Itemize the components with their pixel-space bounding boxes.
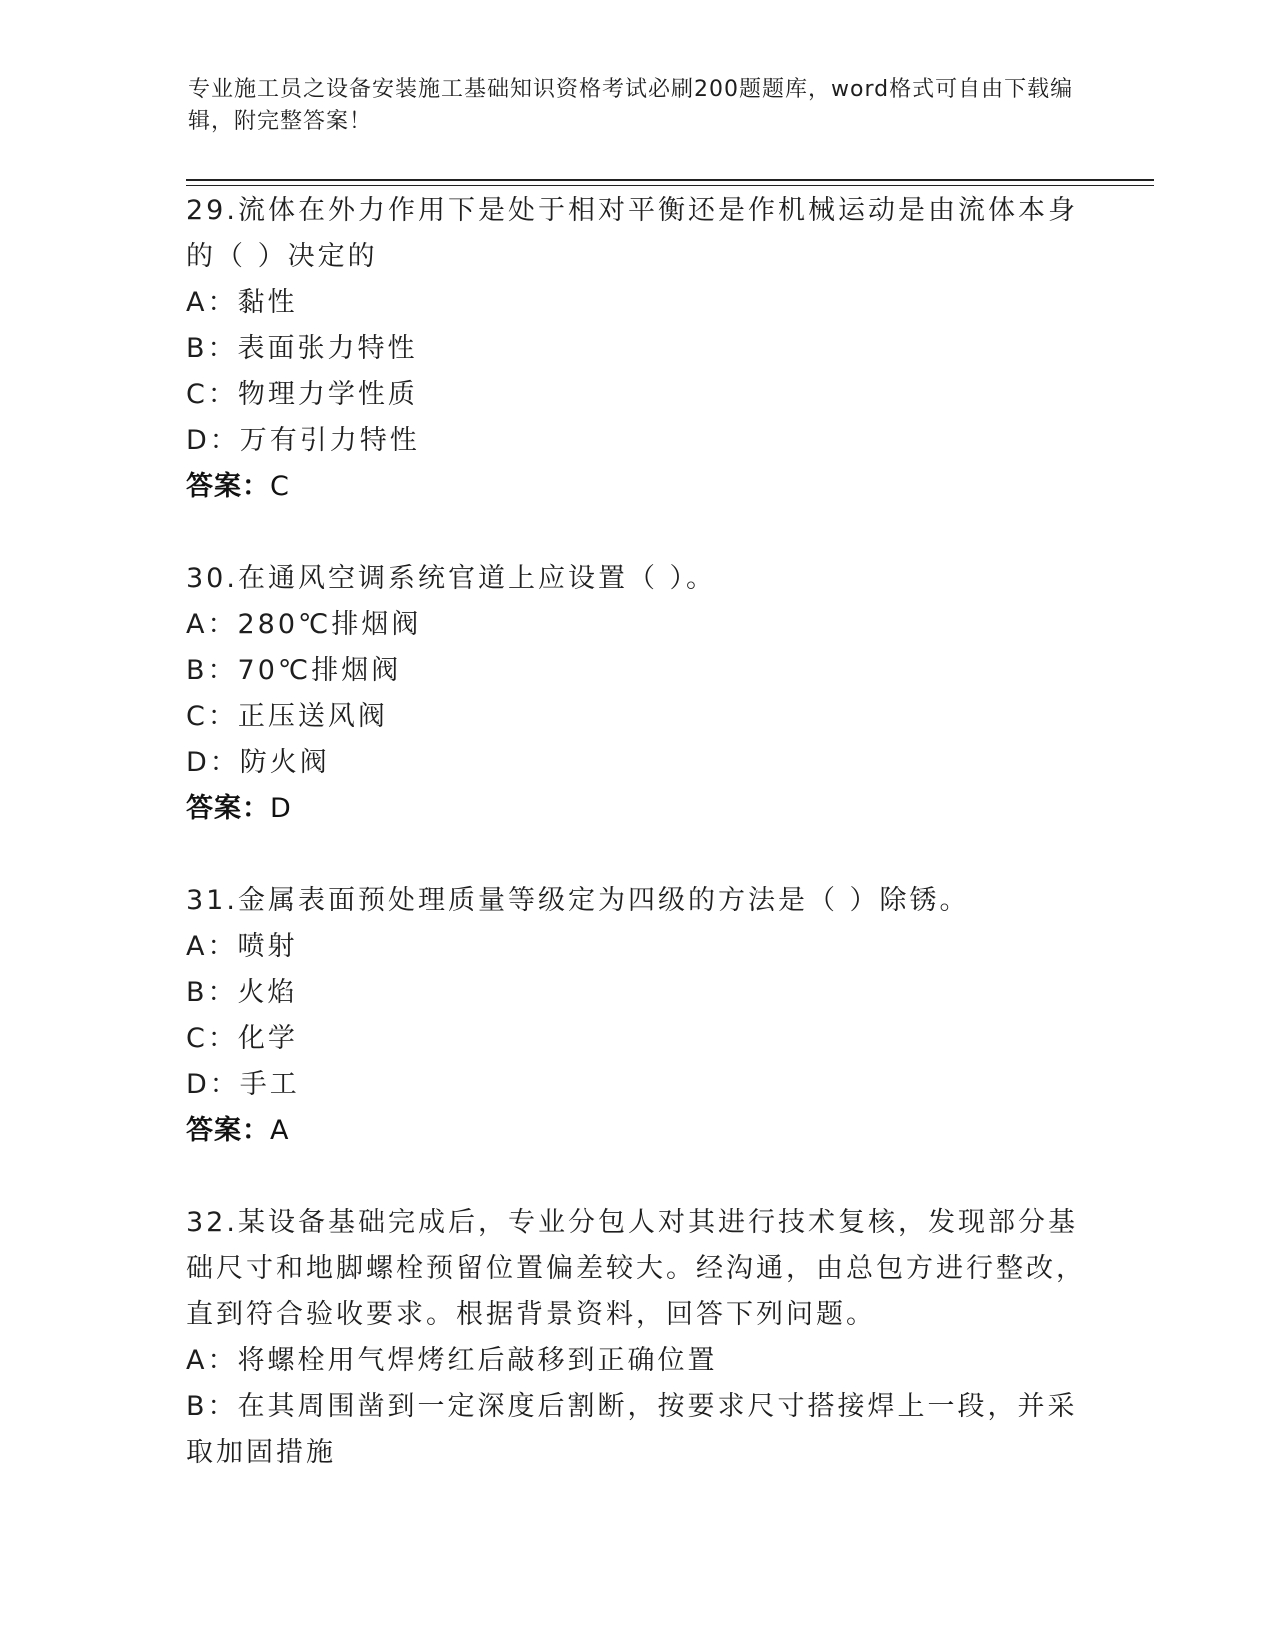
answer-label: 答案：: [186, 1115, 270, 1146]
answer-label: 答案：: [186, 793, 270, 824]
option-d: D：万有引力特性: [186, 425, 420, 456]
answer-line: [186, 1108, 1086, 1154]
option-c: C：正压送风阀: [186, 701, 388, 732]
document-header: 专业施工员之设备安装施工基础知识资格考试必刷200题题库，word格式可自由下载编辑，附完整答案！: [188, 77, 1074, 134]
option-b: B：表面张力特性: [186, 333, 418, 364]
option-d: D：防火阀: [186, 747, 330, 778]
question-list: [186, 188, 1086, 1522]
header-divider-thick: [186, 179, 1154, 181]
answer-line: [186, 786, 1086, 832]
option-a: A：黏性: [186, 287, 298, 318]
answer-line: [186, 464, 1086, 510]
question-30: [186, 556, 1086, 832]
option-a: A：280℃排烟阀: [186, 609, 422, 640]
answer-label: 答案：: [186, 471, 270, 502]
option-b: B：火焰: [186, 977, 298, 1008]
answer-value: C: [270, 471, 290, 502]
question-32: [186, 1200, 1086, 1476]
option-c: C：物理力学性质: [186, 379, 418, 410]
question-stem: 32.某设备基础完成后，专业分包人对其进行技术复核，发现部分基础尺寸和地脚螺栓预留位置偏差较大。经沟通，由总包方进行整改，直到符合验收要求。根据背景资料，回答下列问题。: [186, 1207, 1086, 1330]
question-31: [186, 878, 1086, 1154]
question-29: [186, 188, 1086, 510]
option-b: B：在其周围凿到一定深度后割断，按要求尺寸搭接焊上一段，并采取加固措施: [186, 1391, 1078, 1468]
option-b: B：70℃排烟阀: [186, 655, 402, 686]
option-c: C：化学: [186, 1023, 298, 1054]
header-divider-thin: [186, 185, 1154, 186]
option-d: D：手工: [186, 1069, 300, 1100]
answer-value: D: [270, 793, 292, 824]
option-a: A：将螺栓用气焊烤红后敲移到正确位置: [186, 1345, 718, 1376]
answer-value: A: [270, 1115, 290, 1146]
question-stem: 31.金属表面预处理质量等级定为四级的方法是（ ）除锈。: [186, 885, 970, 916]
option-a: A：喷射: [186, 931, 298, 962]
question-stem: 29.流体在外力作用下是处于相对平衡还是作机械运动是由流体本身的（ ）决定的: [186, 195, 1078, 272]
question-stem: 30.在通风空调系统官道上应设置（ ）。: [186, 563, 717, 594]
